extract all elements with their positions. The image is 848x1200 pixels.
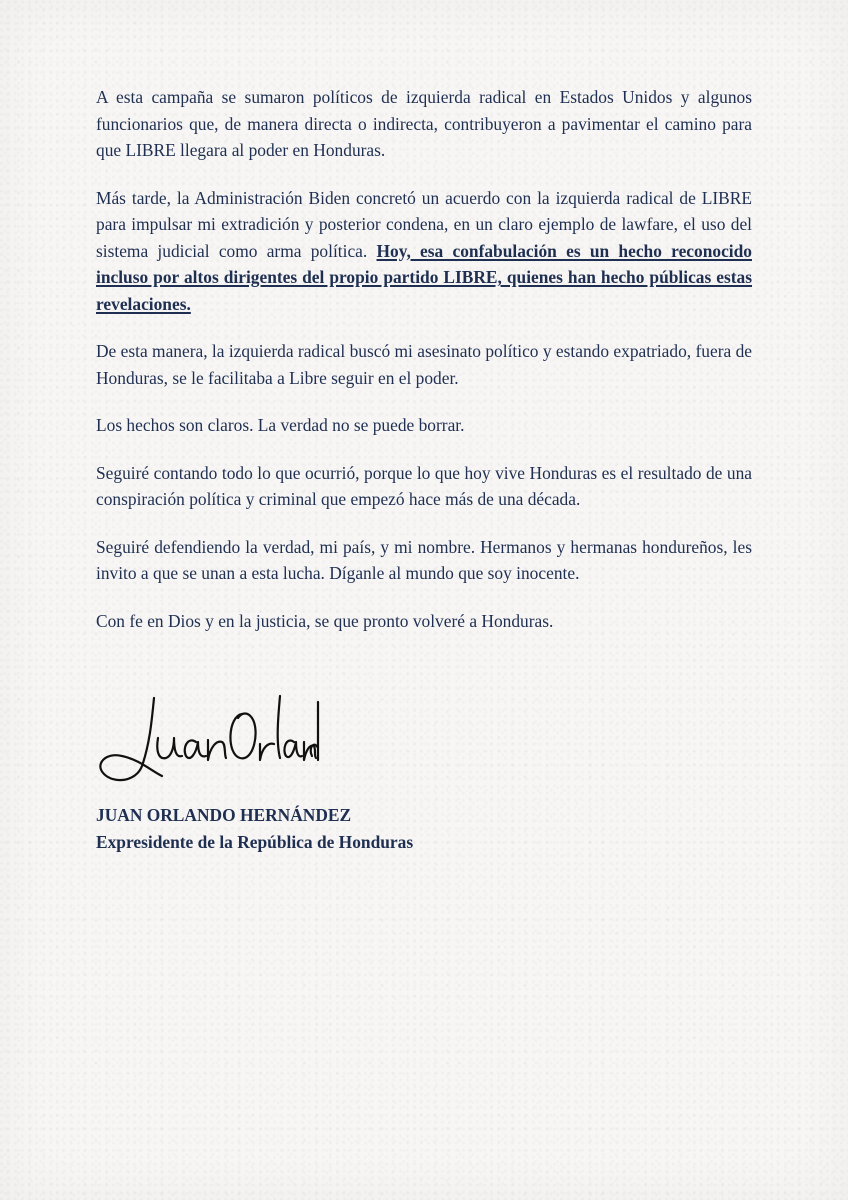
- paragraph-3-text: De esta manera, la izquierda radical buscó mi asesinato político y estando expatriado, fuera de Honduras, se le facilitaba a Libre seguir en el poder.: [96, 341, 752, 388]
- letter-body: [96, 84, 752, 655]
- paragraph-5: [96, 460, 752, 513]
- paragraph-6: [96, 534, 752, 587]
- handwritten-signature: [92, 678, 322, 788]
- signature-block: [96, 802, 413, 855]
- paragraph-7: [96, 608, 752, 635]
- paragraph-1-text: A esta campaña se sumaron políticos de izquierda radical en Estados Unidos y algunos funcionarios que, de manera directa o indirecta, contribuyeron a pavimentar el camino para que LIBRE llegara al poder en Honduras.: [96, 87, 752, 160]
- paragraph-2: [96, 185, 752, 318]
- signer-title: Expresidente de la República de Honduras: [96, 831, 414, 852]
- paragraph-4: [96, 412, 752, 439]
- paragraph-1: [96, 84, 752, 164]
- paragraph-2-text: Más tarde, la Administración Biden concretó un acuerdo con la izquierda radical de LIBRE para impulsar mi extradición y posterior condena, en un claro ejemplo de lawfare, el uso del sistema judicial como arma política.: [96, 187, 752, 261]
- signer-name: JUAN ORLANDO HERNÁNDEZ: [96, 805, 352, 825]
- paragraph-2-emphasis: Hoy, esa confabulación es un hecho reconocido incluso por altos dirigentes del propio partido LIBRE, quienes han hecho públicas estas revelaciones.: [96, 240, 752, 314]
- paragraph-6-text: Seguiré defendiendo la verdad, mi país, y mi nombre. Hermanos y hermanas hondureños, les invito a que se unan a esta lucha. Díganle al mundo que soy inocente.: [96, 536, 752, 583]
- paragraph-5-text: Seguiré contando todo lo que ocurrió, porque lo que hoy vive Honduras es el resultado de una conspiración política y criminal que empezó hace más de una década.: [96, 462, 752, 509]
- paragraph-7-text: Con fe en Dios y en la justicia, se que pronto volveré a Honduras.: [96, 610, 554, 631]
- paragraph-3: [96, 338, 752, 391]
- paragraph-4-text: Los hechos son claros. La verdad no se puede borrar.: [96, 415, 465, 435]
